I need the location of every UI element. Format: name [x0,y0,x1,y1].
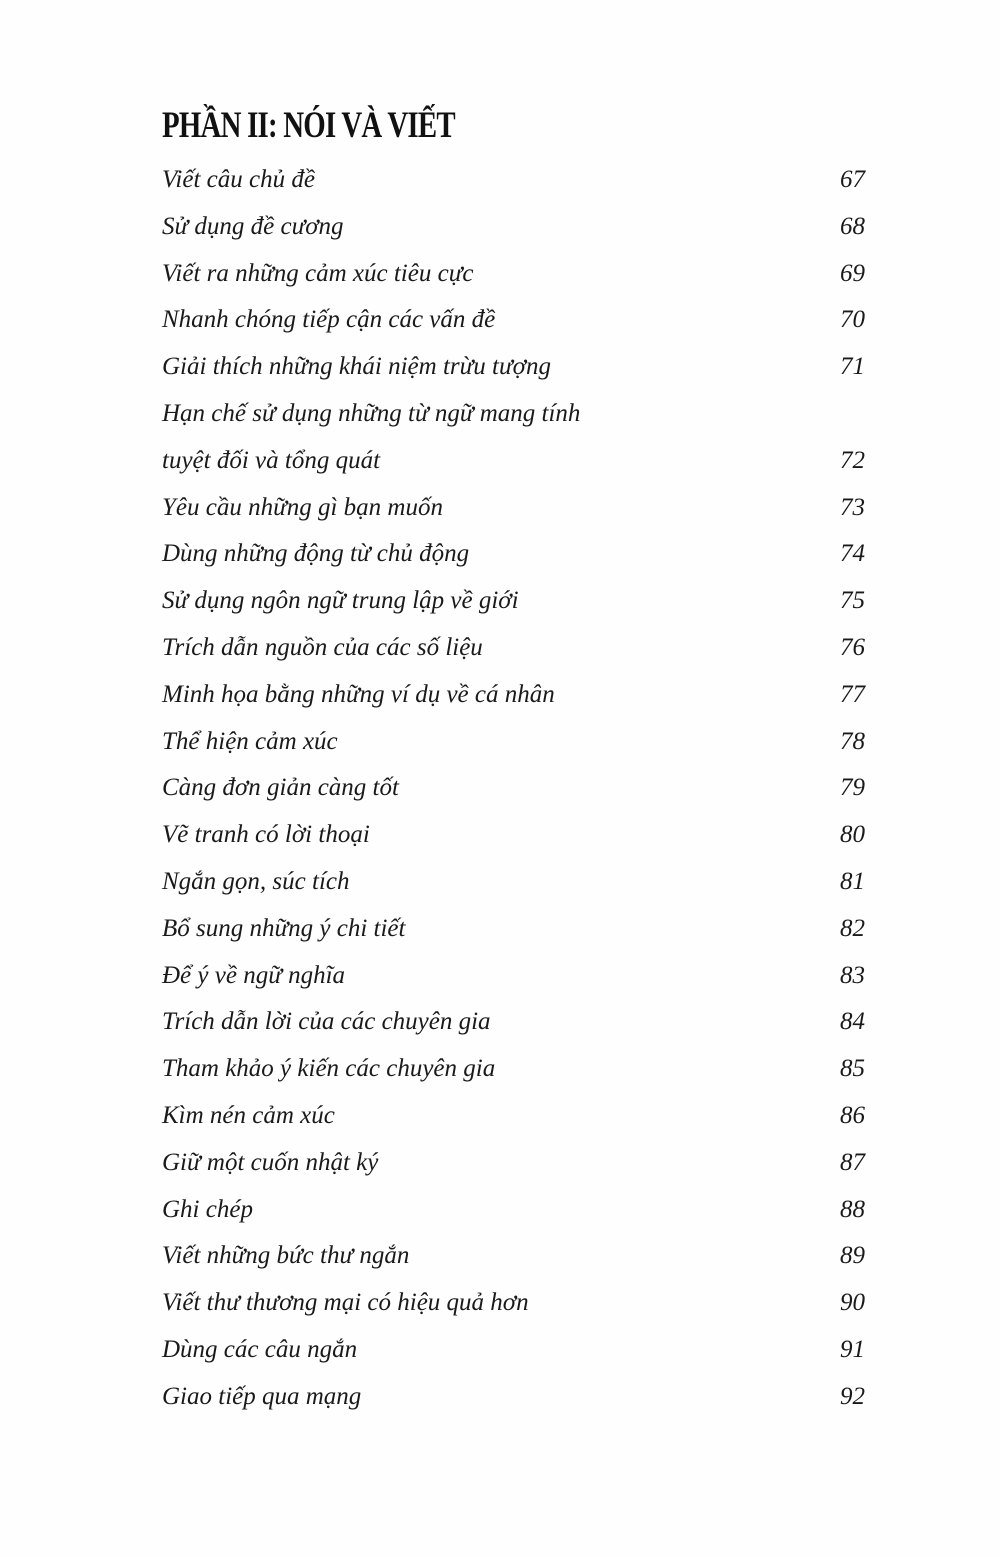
toc-entry [162,999,865,1046]
toc-entry-page: 74 [840,540,865,568]
toc-entry-title: Giao tiếp qua mạng [162,1382,362,1410]
toc-entry [162,1187,865,1234]
toc-entry-title: Dùng các câu ngắn [162,1335,358,1363]
toc-entry-title: Dùng những động từ chủ động [162,540,470,568]
toc-entry-title: Viết câu chủ đề [162,166,315,193]
toc-entry-page: 91 [840,1335,865,1363]
toc-entry [162,859,865,906]
toc-entry-title: Giải thích những khái niệm trừu tượng [162,353,551,381]
toc-entry-page: 81 [840,867,865,895]
toc-entry-page: 85 [840,1055,865,1083]
toc-entry-title: Viết những bức thư ngắn [162,1242,410,1270]
toc-entry-page: 77 [840,680,865,708]
toc-entry-title: Hạn chế sử dụng những từ ngữ mang tính [162,399,581,427]
toc-entry [162,672,865,719]
toc-entry-page: 67 [840,166,865,193]
toc-entry [162,531,865,578]
toc-entry [162,906,865,953]
toc-entry-title: Càng đơn giản càng tốt [162,774,399,802]
toc-entry-page: 84 [840,1008,865,1036]
toc-entry-title: Tham khảo ý kiến các chuyên gia [162,1055,496,1083]
toc-entry-title: Trích dẫn nguồn của các số liệu [162,633,483,661]
toc-entry [162,625,865,672]
toc-entry-title: Giữ một cuốn nhật ký [162,1148,379,1176]
toc-entry-title: Minh họa bằng những ví dụ về cá nhân [162,680,555,708]
toc-entry [162,578,865,625]
toc-entry [162,765,865,812]
toc-entry [162,251,865,298]
toc-entry-title: Trích dẫn lời của các chuyên gia [162,1008,491,1036]
toc-entry-page: 87 [840,1148,865,1176]
toc-entry-page: 75 [840,587,865,615]
toc-entry [162,391,865,438]
toc-entry [162,1374,865,1421]
toc-entry [162,1093,865,1140]
toc-entry-title: Viết thư thương mại có hiệu quả hơn [162,1289,529,1317]
toc-entry-page: 69 [840,259,865,287]
toc-entry-page: 89 [840,1242,865,1270]
toc-entry-title: Kìm nén cảm xúc [162,1101,335,1129]
toc-entry [162,438,865,485]
section-title: PHẦN II: NÓI VÀ VIẾT [162,105,455,146]
toc-entry-title: Bổ sung những ý chi tiết [162,914,406,942]
toc-entry-page: 73 [840,493,865,521]
toc-entry-page: 68 [840,212,865,240]
toc-entry [162,485,865,532]
toc-entry-title: Vẽ tranh có lời thoại [162,821,370,849]
toc-entry [162,719,865,766]
toc-entry-page: 80 [840,821,865,849]
toc-entry-page: 79 [840,774,865,802]
toc-entry-page: 76 [840,633,865,661]
toc-entry [162,204,865,251]
toc-entry [162,1280,865,1327]
toc-entry [162,297,865,344]
toc-entry-page: 88 [840,1195,865,1223]
toc-entry [162,1046,865,1093]
toc-entry-page: 83 [840,961,865,989]
toc-entry-title: Yêu cầu những gì bạn muốn [162,493,443,521]
toc-entry [162,344,865,391]
toc-entry [162,1327,865,1374]
toc-entry-page: 71 [840,353,865,381]
toc-entry-title: Ngắn gọn, súc tích [162,867,350,895]
toc-entry-page: 78 [840,727,865,755]
toc-entry [162,953,865,1000]
toc-entry-title: tuyệt đối và tổng quát [162,446,381,474]
toc-entry-title: Thể hiện cảm xúc [162,727,338,755]
toc-entry-page: 90 [840,1289,865,1317]
toc-entry-title: Sử dụng đề cương [162,212,344,240]
toc-entry-title: Nhanh chóng tiếp cận các vấn đề [162,306,496,334]
toc-entry-page: 72 [840,446,865,474]
toc-entry [162,1233,865,1280]
toc-entry-title: Ghi chép [162,1195,253,1223]
toc-entry-page: 70 [840,306,865,334]
toc-entry-title: Sử dụng ngôn ngữ trung lập về giới [162,587,519,615]
toc-entry-page: 82 [840,914,865,942]
toc-entry [162,812,865,859]
toc-entry-title: Để ý về ngữ nghĩa [162,961,346,989]
toc-entry [162,1140,865,1187]
table-of-contents [162,157,865,1421]
toc-entry-page: 86 [840,1101,865,1129]
toc-entry-page: 92 [840,1382,865,1410]
toc-entry-title: Viết ra những cảm xúc tiêu cực [162,259,474,287]
toc-entry [162,157,865,204]
